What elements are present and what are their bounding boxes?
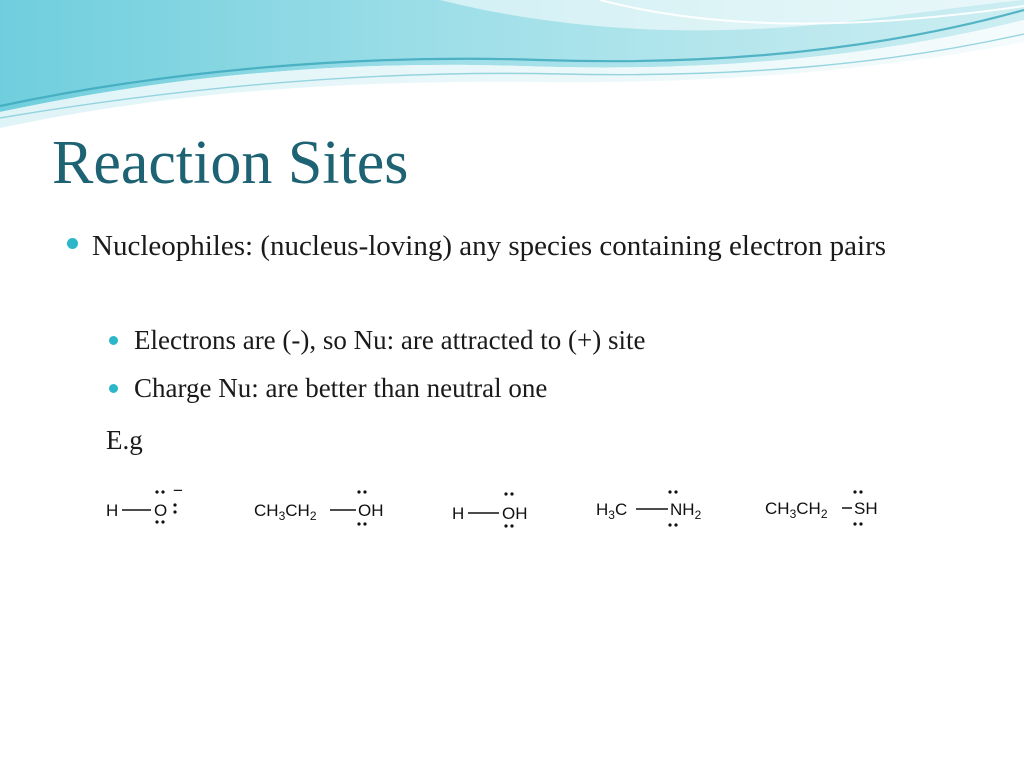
sub-bullet-dot xyxy=(109,336,118,345)
hydroxide-structure xyxy=(106,481,183,524)
water-structure xyxy=(452,492,528,527)
svg-text:H: H xyxy=(106,501,119,520)
svg-text:SH: SH xyxy=(854,499,878,518)
svg-text:CH3CH2: $CH_3CH_2$ xyxy=(254,501,317,523)
svg-text:O: O xyxy=(154,501,168,520)
ethanol-structure xyxy=(254,490,384,525)
svg-text:CH3CH2: $CH_3CH_2$ xyxy=(765,499,828,521)
svg-text:−: − xyxy=(173,481,183,500)
svg-text:H: H xyxy=(452,504,465,523)
bullet-nucleophiles: Nucleophiles: (nucleus-loving) any species containing electron pairs xyxy=(92,230,887,262)
sub-bullet-charge: Charge Nu: are better than neutral one xyxy=(134,373,548,403)
svg-text:OH: OH xyxy=(358,501,384,520)
slide-title: Reaction Sites xyxy=(52,129,409,197)
svg-text:NH2: $NH_2$ xyxy=(670,500,702,522)
svg-text:H3C: $H_3C$ xyxy=(596,500,628,522)
sub-bullet-dot xyxy=(109,384,118,393)
sub-bullet-electrons: Electrons are (-), so Nu: are attracted to (+) site xyxy=(134,325,646,355)
ethanethiol-structure xyxy=(765,490,878,525)
eg-label: E.g xyxy=(106,425,143,455)
methylamine-structure xyxy=(596,490,702,526)
svg-text:OH: OH xyxy=(502,504,528,523)
bullet-dot xyxy=(67,238,78,249)
nucleophile-examples xyxy=(0,470,1024,540)
wave-banner xyxy=(0,0,1024,130)
